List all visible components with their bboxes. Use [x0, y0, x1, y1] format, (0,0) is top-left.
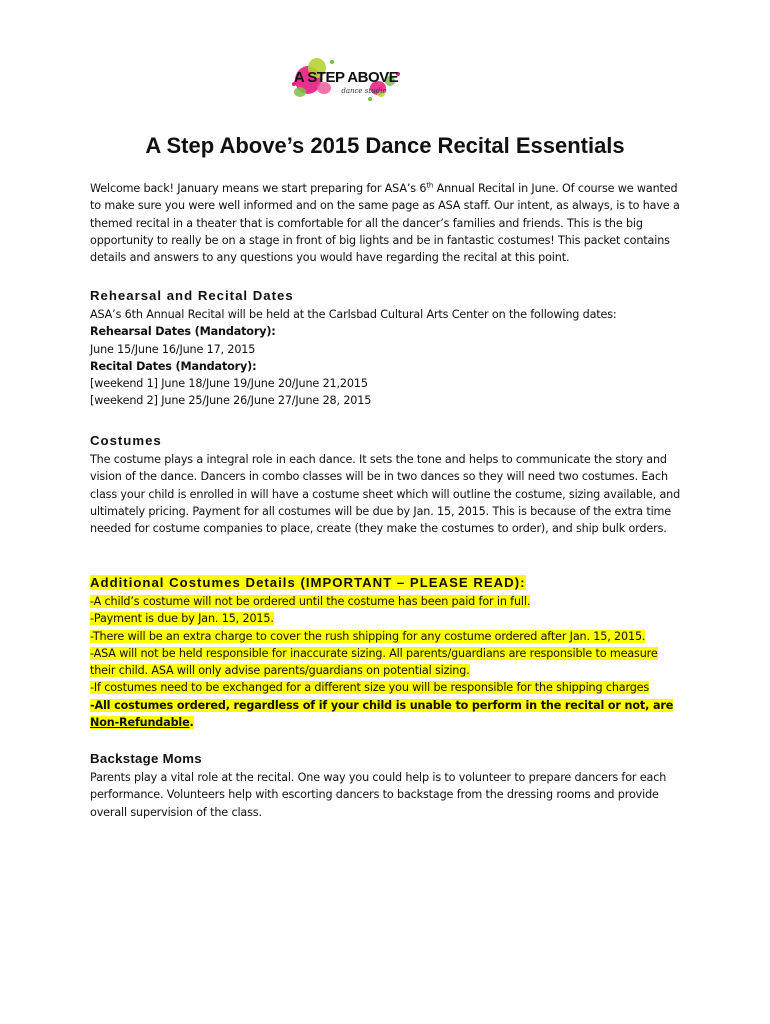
page-title: A Step Above’s 2015 Dance Recital Essentials [145, 133, 625, 158]
rehearsal-dates: June 15/June 16/June 17, 2015 [90, 342, 256, 356]
rehearsal-label: Rehearsal Dates (Mandatory): [90, 325, 276, 339]
list-item-text: -A child’s costume will not be ordered until the costume has been paid for in full. [90, 595, 531, 608]
costumes-heading: Costumes [90, 433, 162, 448]
refund-end: . [189, 716, 194, 730]
additional-heading-text: Additional Costumes Details (IMPORTANT – PLEASE READ): [90, 575, 526, 590]
recital-label: Recital Dates (Mandatory): [90, 359, 257, 373]
list-item [90, 645, 680, 680]
list-item-text: -Payment is due by Jan. 15, 2015. [90, 612, 274, 626]
list-item-text: -If costumes need to be exchanged for a different size you will be responsible for the shipping charges [90, 681, 650, 695]
logo-subtext: dance studio [341, 87, 387, 95]
additional-costumes-list [90, 593, 690, 731]
studio-logo [286, 44, 406, 106]
logo-graphic [286, 44, 406, 106]
refund-text: -All costumes ordered, regardless of if your child is unable to perform in the recital or not, are [90, 698, 674, 712]
intro-text-2: Annual Recital in June. Of course we wanted to make sure you were well informed and on the same page as ASA staff. Our intent, as always, is to have a themed recital in a theater that is comfortable for all the dancer’s families and friends. This is the big opportunity to really be on a stage in front of big lights and be in fantastic costumes! This packet contains details and answers to any questions you would have regarding the recital at this point. [90, 182, 680, 265]
costumes-paragraph: The costume plays a integral role in each dance. It sets the tone and helps to communicate the story and vision of the dance. Dancers in combo classes will be in two dances so they will need two costumes. Each class your child is enrolled in will have a costume sheet which will outline the costume, sizing available, and ultimately pricing. Payment for all costumes will be due by Jan. 15, 2015. This is because of the extra time needed for costume companies to place, create (they make the costumes to order), and ship bulk orders. [90, 453, 681, 536]
list-item-text: -ASA will not be held responsible for inaccurate sizing. All parents/guardians are responsible to measure their child. ASA will only advise parents/guardians on potential sizing. [90, 646, 658, 678]
dates-block [90, 306, 690, 410]
list-item [90, 593, 680, 610]
list-item-refund [90, 697, 680, 732]
list-item [90, 679, 680, 696]
logo-text: A STEP ABOVE [293, 69, 399, 86]
backstage-paragraph: Parents play a vital role at the recital. One way you could help is to volunteer to prepare dancers for each performance. Volunteers help with escorting dancers to backstage from the dressing rooms and provide overall supervision of the class. [90, 771, 667, 819]
recital-weekend-2: [weekend 2] June 25/June 26/June 27/June 28, 2015 [90, 394, 372, 408]
intro-superscript: th [426, 181, 434, 190]
list-item [90, 610, 680, 627]
non-refundable-text: Non-Refundable [90, 716, 190, 730]
additional-costumes-heading [90, 573, 526, 593]
dates-heading: Rehearsal and Recital Dates [90, 288, 294, 303]
recital-weekend-1: [weekend 1] June 18/June 19/June 20/June 21,2015 [90, 377, 368, 391]
backstage-heading: Backstage Moms [90, 751, 202, 766]
list-item-text: -There will be an extra charge to cover the rush shipping for any costume ordered after Jan. 15, 2015. [90, 629, 646, 643]
intro-text-1: Welcome back! January means we start preparing for ASA’s 6 [90, 182, 427, 195]
intro-paragraph [90, 180, 690, 266]
list-item [90, 628, 680, 645]
dates-intro: ASA’s 6th Annual Recital will be held at the Carlsbad Cultural Arts Center on the following dates: [90, 308, 617, 321]
